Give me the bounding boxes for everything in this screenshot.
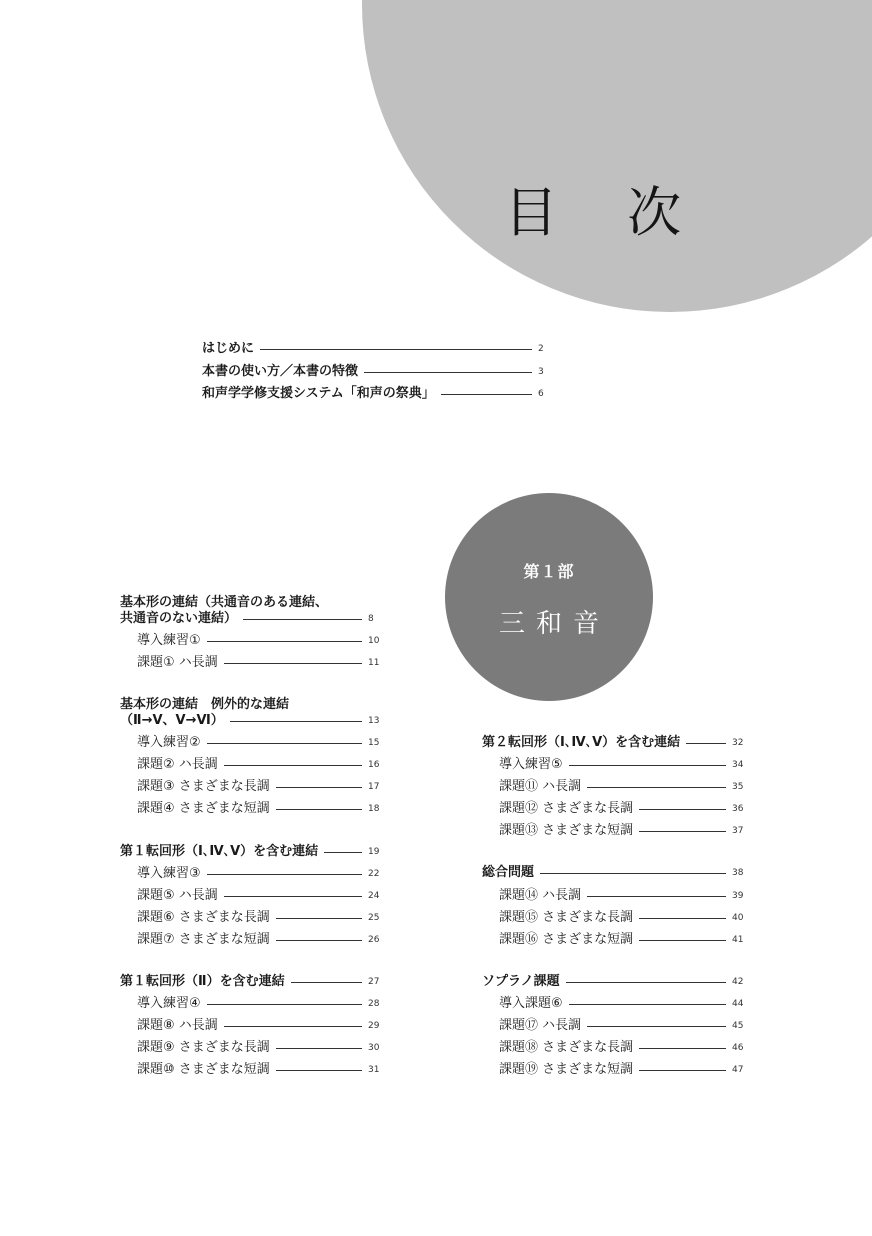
toc-item-page: 10 (368, 636, 380, 646)
toc-item-label: 課題⑱ さまざまな長調 (499, 1040, 634, 1055)
toc-item-label: 導入練習④ (137, 996, 201, 1011)
toc-item-label: 導入課題⑥ (499, 996, 563, 1011)
toc-entry-page: 2 (538, 344, 544, 354)
leader-line (569, 1004, 726, 1005)
leader-line (276, 940, 362, 941)
toc-item-page: 47 (732, 1065, 744, 1075)
leader-line (639, 1070, 726, 1071)
leader-line (441, 394, 532, 395)
toc-item-label: 課題⑰ ハ長調 (499, 1018, 582, 1033)
toc-entry-page: 3 (538, 367, 544, 377)
toc-item-label: 課題⑥ さまざまな長調 (137, 910, 270, 925)
toc-item-label: 課題⑬ さまざまな短調 (499, 823, 634, 838)
toc-entry-label: 和声学学修支援システム「和声の祭典」 (202, 386, 435, 401)
toc-item-label: 課題⑤ ハ長調 (137, 888, 218, 903)
toc-item-page: 17 (368, 782, 380, 792)
section-page: 19 (368, 847, 380, 857)
leader-line (276, 1070, 362, 1071)
toc-item[interactable] (137, 1039, 390, 1057)
leader-line (639, 831, 726, 832)
toc-item-page: 18 (368, 804, 380, 814)
leader-line (639, 809, 726, 810)
toc-item[interactable] (499, 1039, 754, 1057)
toc-item-page: 35 (732, 782, 744, 792)
leader-line (207, 874, 362, 875)
section-heading[interactable] (120, 712, 390, 730)
toc-item[interactable] (499, 995, 754, 1013)
toc-item[interactable] (137, 995, 390, 1013)
leader-line (587, 1026, 726, 1027)
section-title-line2: 共通音のない連結） (120, 611, 238, 626)
leader-line (276, 918, 362, 919)
toc-item-label: 導入練習③ (137, 866, 201, 881)
toc-item-label: 導入練習⑤ (499, 757, 563, 772)
section-title-line1: 基本形の連結 例外的な連結 (120, 697, 290, 712)
section-page: 8 (368, 614, 374, 624)
leader-line (276, 1048, 362, 1049)
part-title: 三和音 (498, 609, 610, 639)
section-heading[interactable] (482, 973, 754, 991)
toc-item[interactable] (499, 931, 754, 949)
toc-item-label: 課題⑧ ハ長調 (137, 1018, 218, 1033)
toc-item-page: 15 (368, 738, 380, 748)
toc-entry-hajimeni[interactable] (202, 340, 560, 358)
section-page: 32 (732, 738, 744, 748)
toc-item-label: 課題⑭ ハ長調 (499, 888, 582, 903)
toc-item-page: 29 (368, 1021, 380, 1031)
leader-line (566, 982, 726, 983)
toc-item-label: 課題⑨ さまざまな長調 (137, 1040, 270, 1055)
toc-item-label: 課題⑫ さまざまな長調 (499, 801, 634, 816)
toc-item-page: 22 (368, 869, 380, 879)
toc-item[interactable] (137, 778, 390, 796)
section-title: 総合問題 (482, 865, 535, 880)
toc-entry-page: 6 (538, 389, 544, 399)
toc-item-label: 課題⑮ さまざまな長調 (499, 910, 634, 925)
toc-item-label: 課題③ さまざまな長調 (137, 779, 270, 794)
toc-item[interactable] (137, 909, 390, 927)
toc-entry-label: 本書の使い方／本書の特徴 (202, 364, 359, 379)
toc-item-page: 11 (368, 658, 380, 668)
leader-line (291, 982, 362, 983)
toc-item-label: 導入練習② (137, 735, 201, 750)
leader-line (276, 787, 362, 788)
section-page: 42 (732, 977, 744, 987)
leader-line (224, 765, 362, 766)
section-title-line2: （Ⅱ→Ⅴ、Ⅴ→Ⅵ） (120, 713, 224, 728)
toc-item[interactable] (137, 654, 390, 672)
toc-item-page: 26 (368, 935, 380, 945)
toc-item-label: 導入練習① (137, 633, 201, 648)
toc-item-page: 31 (368, 1065, 380, 1075)
toc-item-label: 課題⑲ さまざまな短調 (499, 1062, 634, 1077)
toc-item[interactable] (499, 756, 754, 774)
part-circle (445, 493, 653, 701)
leader-line (224, 663, 362, 664)
toc-item-page: 40 (732, 913, 744, 923)
section-heading[interactable] (120, 610, 390, 628)
toc-item[interactable] (137, 632, 390, 650)
leader-line (224, 1026, 362, 1027)
toc-item-page: 34 (732, 760, 744, 770)
section-heading[interactable] (482, 864, 754, 882)
toc-item-label: 課題⑪ ハ長調 (499, 779, 582, 794)
toc-item-page: 28 (368, 999, 380, 1009)
toc-item-page: 45 (732, 1021, 744, 1031)
toc-item-page: 25 (368, 913, 380, 923)
toc-item-label: 課題④ さまざまな短調 (137, 801, 270, 816)
leader-line (587, 896, 726, 897)
leader-line (587, 787, 726, 788)
toc-item-page: 39 (732, 891, 744, 901)
toc-entry-label: はじめに (202, 341, 255, 356)
toc-entry-system[interactable] (202, 385, 560, 403)
toc-item-page: 46 (732, 1043, 744, 1053)
toc-item-label: 課題② ハ長調 (137, 757, 218, 772)
leader-line (243, 619, 362, 620)
section-heading[interactable] (120, 973, 390, 991)
toc-item[interactable] (137, 1061, 390, 1079)
leader-line (569, 765, 726, 766)
toc-item[interactable] (499, 800, 754, 818)
leader-line (207, 743, 362, 744)
leader-line (224, 896, 362, 897)
toc-item[interactable] (499, 1061, 754, 1079)
toc-item[interactable] (137, 734, 390, 752)
toc-item-page: 30 (368, 1043, 380, 1053)
toc-item-label: 課題⑩ さまざまな短調 (137, 1062, 270, 1077)
section-title: ソプラノ課題 (482, 974, 560, 989)
leader-line (540, 873, 726, 874)
toc-item-page: 37 (732, 826, 744, 836)
section-title: 第１転回形（Ⅰ､Ⅳ､Ⅴ）を含む連結 (120, 844, 319, 859)
leader-line (207, 1004, 362, 1005)
section-title: 第１転回形（Ⅱ）を含む連結 (120, 974, 285, 989)
toc-item-page: 36 (732, 804, 744, 814)
leader-line (260, 349, 532, 350)
toc-item-label: 課題① ハ長調 (137, 655, 218, 670)
leader-line (639, 918, 726, 919)
part-label: 第１部 (523, 562, 575, 581)
toc-item-label: 課題⑦ さまざまな短調 (137, 932, 270, 947)
leader-line (230, 721, 362, 722)
toc-item[interactable] (137, 865, 390, 883)
toc-item[interactable] (137, 887, 390, 905)
toc-item[interactable] (137, 931, 390, 949)
toc-item[interactable] (499, 778, 754, 796)
leader-line (639, 1048, 726, 1049)
header-circle (362, 0, 872, 312)
toc-item[interactable] (499, 822, 754, 840)
page-title: 目 次 (504, 181, 708, 244)
toc-item[interactable] (499, 909, 754, 927)
leader-line (207, 641, 362, 642)
leader-line (324, 852, 362, 853)
section-page: 13 (368, 716, 380, 726)
toc-item-page: 41 (732, 935, 744, 945)
leader-line (639, 940, 726, 941)
section-title-line1: 基本形の連結（共通音のある連結、 (120, 595, 329, 610)
toc-item-page: 24 (368, 891, 380, 901)
toc-item[interactable] (137, 1017, 390, 1035)
toc-item-page: 16 (368, 760, 380, 770)
toc-entry-usage[interactable] (202, 363, 560, 381)
section-page: 27 (368, 977, 380, 987)
section-title: 第２転回形（Ⅰ､Ⅳ､Ⅴ）を含む連結 (482, 735, 681, 750)
leader-line (364, 372, 532, 373)
leader-line (276, 809, 362, 810)
toc-item-page: 44 (732, 999, 744, 1009)
toc-item[interactable] (137, 800, 390, 818)
toc-item[interactable] (499, 1017, 754, 1035)
section-heading[interactable] (482, 734, 754, 752)
leader-line (686, 743, 726, 744)
toc-item-label: 課題⑯ さまざまな短調 (499, 932, 634, 947)
section-page: 38 (732, 868, 744, 878)
toc-item[interactable] (499, 887, 754, 905)
section-heading[interactable] (120, 843, 390, 861)
toc-item[interactable] (137, 756, 390, 774)
